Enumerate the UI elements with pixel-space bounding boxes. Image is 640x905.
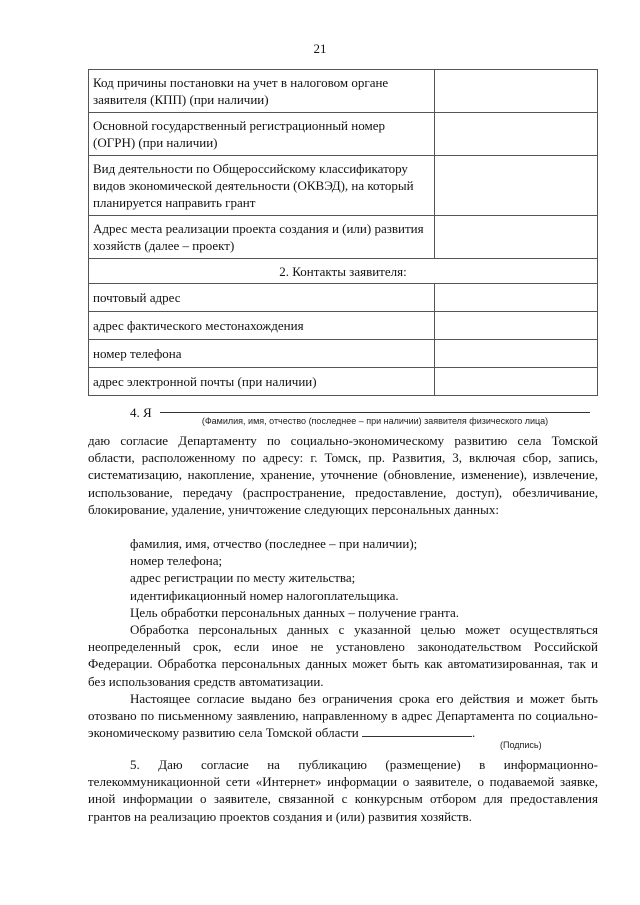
row-value-ogrn[interactable] (435, 113, 598, 156)
list-item: адрес регистрации по месту жительства; (130, 570, 356, 586)
contact-value-email[interactable] (435, 368, 598, 396)
contact-label-email: адрес электронной почты (при наличии) (89, 368, 435, 396)
row-label-ogrn: Основной государственный регистрационный номер (ОГРН) (при наличии) (89, 113, 435, 156)
table-row (89, 368, 598, 396)
fio-caption: (Фамилия, имя, отчество (последнее – при наличии) заявителя физического лица) (201, 416, 549, 426)
contact-value-actual-address[interactable] (435, 312, 598, 340)
row-label-project-address: Адрес места реализации проекта создания и (или) развития хозяйств (далее – проект) (89, 216, 435, 259)
table-row (89, 340, 598, 368)
table-row (89, 156, 598, 216)
row-value-project-address[interactable] (435, 216, 598, 259)
table-row (89, 70, 598, 113)
contact-value-postal[interactable] (435, 284, 598, 312)
row-label-kpp: Код причины постановки на учет в налоговом органе заявителя (КПП) (при наличии) (89, 70, 435, 113)
personal-data-list (88, 535, 598, 621)
list-item: фамилия, имя, отчество (последнее – при наличии); (130, 536, 418, 551)
contacts-header: 2. Контакты заявителя: (89, 259, 598, 284)
list-item: идентификационный номер налогоплательщика. (130, 587, 399, 603)
fio-input-line[interactable] (160, 412, 590, 413)
row-value-okved[interactable] (435, 156, 598, 216)
contact-value-phone[interactable] (435, 340, 598, 368)
applicant-info-table (88, 69, 598, 396)
contact-label-postal: почтовый адрес (89, 284, 435, 312)
consent-paragraph-3: Настоящее согласие выдано без ограничения срока его действия и может быть отозвано по письменному заявлению, направленному в адрес Департамента по социально-экономическому развитию села Томской области . (88, 691, 598, 741)
list-item: номер телефона; (130, 553, 223, 569)
table-row (89, 113, 598, 156)
purpose-line: Цель обработки персональных данных – получение гранта. (130, 604, 460, 620)
signature-line[interactable] (362, 724, 472, 737)
table-row (89, 216, 598, 259)
consent-paragraph-1: даю согласие Департаменту по социально-экономическому развитию села Томской области, расположенному по адресу: г. Томск, пр. Развития, 3, включая сбор, запись, систематизацию, накопление, хранение, уточнение (обновление, изменение), извлечение, использование, передачу (распространение, предоставление, доступ), обезличивание, блокирование, удаление, уничтожение следующих персональных данных: (88, 433, 598, 517)
consent-paragraph-2: Обработка персональных данных с указанной целью может осуществляться неопределенный срок, если иное не установлено законодательством Российской Федерации. Обработка персональных данных может быть как автоматизированная, так и без использования средств автоматизации. (88, 622, 598, 689)
table-row (89, 312, 598, 340)
table-row (89, 284, 598, 312)
row-label-okved: Вид деятельности по Общероссийскому классификатору видов экономической деятельности (ОКВЭД), на который планируется направить грант (89, 156, 435, 216)
page-number: 21 (313, 41, 327, 56)
publication-paragraph: 5. Даю согласие на публикацию (размещение) в информационно-телекоммуникационной сети «Интернет» информации о заявителе, о подаваемой заявке, иной информации о заявителе, связанной с конкурсным отбором для предоставления грантов на реализацию проектов создания и (или) развития хозяйств. (88, 757, 598, 824)
consent-paragraph-3-text: Настоящее согласие выдано без ограничения срока его действия и может быть отозвано по письменному заявлению, направленному в адрес Департамента по социально-экономическому развитию села Томской области (88, 691, 598, 741)
row-value-kpp[interactable] (435, 70, 598, 113)
signature-caption: (Подпись) (500, 740, 542, 750)
contact-label-actual-address: адрес фактического местонахождения (89, 312, 435, 340)
contact-label-phone: номер телефона (89, 340, 435, 368)
table-row (89, 259, 598, 284)
item-4-prefix: 4. Я (130, 405, 152, 420)
